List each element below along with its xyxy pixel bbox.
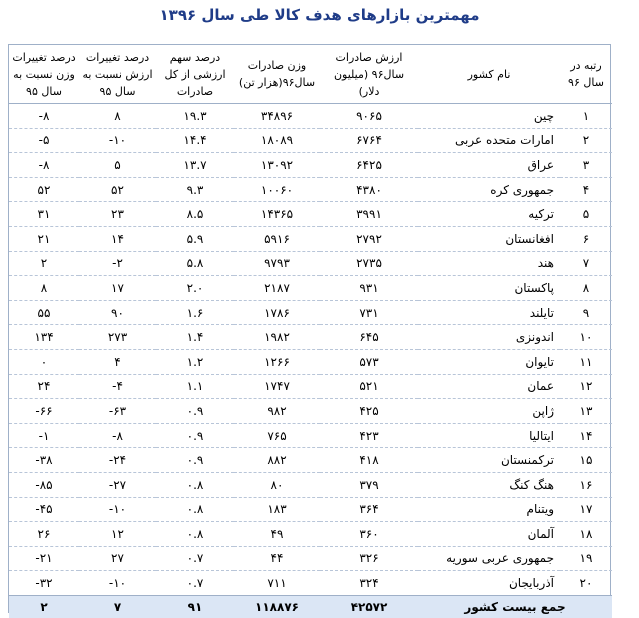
value-change-cell: -۱۰ — [79, 571, 156, 596]
value-change-cell: ۱۷ — [79, 276, 156, 301]
rank-cell: ۶ — [560, 226, 612, 251]
table-row — [9, 276, 612, 301]
total-share: ۹۱ — [156, 595, 234, 618]
rank-cell: ۱۹ — [560, 546, 612, 571]
weight-change-cell: ۲۶ — [9, 522, 79, 547]
value-share-cell: ۰.۸ — [156, 472, 234, 497]
value-change-cell: ۴ — [79, 349, 156, 374]
table-row — [9, 497, 612, 522]
weight-change-cell: ۵۵ — [9, 300, 79, 325]
total-row — [9, 595, 612, 618]
export-weight-cell: ۱۴۳۶۵ — [234, 202, 320, 227]
rank-cell: ۹ — [560, 300, 612, 325]
table-row — [9, 153, 612, 178]
export-value-cell: ۳۹۹۱ — [320, 202, 418, 227]
value-share-cell: ۱.۱ — [156, 374, 234, 399]
country-cell: عراق — [418, 153, 560, 178]
value-share-cell: ۹.۳ — [156, 177, 234, 202]
country-cell: هنگ کنگ — [418, 472, 560, 497]
country-cell: جمهوری کره — [418, 177, 560, 202]
export-markets-table — [9, 45, 612, 618]
rank-cell: ۱۶ — [560, 472, 612, 497]
table-row — [9, 104, 612, 129]
weight-change-cell: -۳۸ — [9, 448, 79, 473]
value-share-cell: ۱.۲ — [156, 349, 234, 374]
export-weight-cell: ۳۴۸۹۶ — [234, 104, 320, 129]
export-weight-cell: ۱۰۰۶۰ — [234, 177, 320, 202]
table-row — [9, 202, 612, 227]
total-weight: ۱۱۸۸۷۶ — [234, 595, 320, 618]
value-share-cell: ۲.۰ — [156, 276, 234, 301]
export-weight-cell: ۴۹ — [234, 522, 320, 547]
value-share-cell: ۵.۸ — [156, 251, 234, 276]
value-change-cell: -۱۰ — [79, 497, 156, 522]
export-weight-cell: ۱۹۸۲ — [234, 325, 320, 350]
table-row — [9, 571, 612, 596]
table-row — [9, 349, 612, 374]
table-row — [9, 177, 612, 202]
export-value-cell: ۳۲۶ — [320, 546, 418, 571]
value-share-cell: ۱۹.۳ — [156, 104, 234, 129]
export-value-cell: ۶۷۶۴ — [320, 128, 418, 153]
total-weight-change: ۲ — [9, 595, 79, 618]
country-cell: آذربایجان — [418, 571, 560, 596]
header-export-weight: وزن صادرات سال۹۶(هزار تن) — [234, 45, 320, 104]
export-value-cell: ۴۲۳ — [320, 423, 418, 448]
rank-cell: ۲۰ — [560, 571, 612, 596]
country-cell: ویتنام — [418, 497, 560, 522]
value-change-cell: ۵ — [79, 153, 156, 178]
rank-cell: ۱۵ — [560, 448, 612, 473]
value-share-cell: ۰.۷ — [156, 571, 234, 596]
weight-change-cell: ۱۳۴ — [9, 325, 79, 350]
value-change-cell: -۲۴ — [79, 448, 156, 473]
export-value-cell: ۵۲۱ — [320, 374, 418, 399]
country-cell: چین — [418, 104, 560, 129]
weight-change-cell: ۳۱ — [9, 202, 79, 227]
export-value-cell: ۲۷۳۵ — [320, 251, 418, 276]
country-cell: هند — [418, 251, 560, 276]
value-share-cell: ۱.۶ — [156, 300, 234, 325]
weight-change-cell: -۴۵ — [9, 497, 79, 522]
rank-cell: ۲ — [560, 128, 612, 153]
value-share-cell: ۸.۵ — [156, 202, 234, 227]
weight-change-cell: -۸ — [9, 104, 79, 129]
export-value-cell: ۹۰۶۵ — [320, 104, 418, 129]
export-weight-cell: ۱۲۶۶ — [234, 349, 320, 374]
weight-change-cell: -۱ — [9, 423, 79, 448]
value-share-cell: ۰.۹ — [156, 399, 234, 424]
export-value-cell: ۹۳۱ — [320, 276, 418, 301]
table-row — [9, 325, 612, 350]
rank-cell: ۱۳ — [560, 399, 612, 424]
value-share-cell: ۱۴.۴ — [156, 128, 234, 153]
value-change-cell: ۵۲ — [79, 177, 156, 202]
value-change-cell: -۲ — [79, 251, 156, 276]
table-row — [9, 251, 612, 276]
rank-cell: ۱ — [560, 104, 612, 129]
country-cell: آلمان — [418, 522, 560, 547]
weight-change-cell: -۸ — [9, 153, 79, 178]
weight-change-cell: ۰ — [9, 349, 79, 374]
country-cell: ترکیه — [418, 202, 560, 227]
rank-cell: ۷ — [560, 251, 612, 276]
country-cell: جمهوری عربی سوریه — [418, 546, 560, 571]
country-cell: افغانستان — [418, 226, 560, 251]
value-share-cell: ۵.۹ — [156, 226, 234, 251]
country-cell: تایلند — [418, 300, 560, 325]
export-weight-cell: ۱۷۸۶ — [234, 300, 320, 325]
export-weight-cell: ۱۳۰۹۲ — [234, 153, 320, 178]
value-change-cell: ۲۷ — [79, 546, 156, 571]
country-cell: ترکمنستان — [418, 448, 560, 473]
header-weight-change: درصد تغییرات وزن نسبت به سال ۹۵ — [9, 45, 79, 104]
export-value-cell: ۴۳۸۰ — [320, 177, 418, 202]
rank-cell: ۱۲ — [560, 374, 612, 399]
total-value-change: ۷ — [79, 595, 156, 618]
export-value-cell: ۵۷۳ — [320, 349, 418, 374]
page-title: مهمترین بازارهای هدف کالا طی سال ۱۳۹۶ — [159, 6, 480, 24]
weight-change-cell: ۵۲ — [9, 177, 79, 202]
value-share-cell: ۱.۴ — [156, 325, 234, 350]
country-cell: امارات متحده عربی — [418, 128, 560, 153]
weight-change-cell: -۶۶ — [9, 399, 79, 424]
table-row — [9, 300, 612, 325]
weight-change-cell: -۲۱ — [9, 546, 79, 571]
header-value-share: درصد سهم ارزشی از کل صادرات — [156, 45, 234, 104]
weight-change-cell: -۳۲ — [9, 571, 79, 596]
country-cell: تایوان — [418, 349, 560, 374]
value-change-cell: -۸ — [79, 423, 156, 448]
country-cell: ایتالیا — [418, 423, 560, 448]
total-value: ۴۲۵۷۲ — [320, 595, 418, 618]
value-share-cell: ۰.۹ — [156, 423, 234, 448]
rank-cell: ۱۱ — [560, 349, 612, 374]
rank-cell: ۱۸ — [560, 522, 612, 547]
country-cell: اندونزی — [418, 325, 560, 350]
header-rank: رتبه در سال ۹۶ — [560, 45, 612, 104]
country-cell: ژاپن — [418, 399, 560, 424]
value-change-cell: ۹۰ — [79, 300, 156, 325]
export-weight-cell: ۱۸۰۸۹ — [234, 128, 320, 153]
value-share-cell: ۰.۹ — [156, 448, 234, 473]
export-value-cell: ۶۴۲۵ — [320, 153, 418, 178]
export-weight-cell: ۷۶۵ — [234, 423, 320, 448]
weight-change-cell: ۸ — [9, 276, 79, 301]
rank-cell: ۵ — [560, 202, 612, 227]
weight-change-cell: -۸۵ — [9, 472, 79, 497]
value-change-cell: ۱۲ — [79, 522, 156, 547]
value-share-cell: ۰.۷ — [156, 546, 234, 571]
export-weight-cell: ۵۹۱۶ — [234, 226, 320, 251]
export-weight-cell: ۴۴ — [234, 546, 320, 571]
value-change-cell: -۴ — [79, 374, 156, 399]
weight-change-cell: ۲۴ — [9, 374, 79, 399]
table-row — [9, 522, 612, 547]
export-weight-cell: ۲۱۸۷ — [234, 276, 320, 301]
rank-cell: ۳ — [560, 153, 612, 178]
export-weight-cell: ۹۸۲ — [234, 399, 320, 424]
export-value-cell: ۴۱۸ — [320, 448, 418, 473]
weight-change-cell: ۲ — [9, 251, 79, 276]
export-value-cell: ۳۶۰ — [320, 522, 418, 547]
export-value-cell: ۳۷۹ — [320, 472, 418, 497]
header-export-value: ارزش صادرات سال۹۶ (میلیون دلار) — [320, 45, 418, 104]
export-value-cell: ۲۷۹۲ — [320, 226, 418, 251]
export-weight-cell: ۸۰ — [234, 472, 320, 497]
country-cell: عمان — [418, 374, 560, 399]
export-table-frame — [8, 44, 611, 613]
table-row — [9, 448, 612, 473]
rank-cell: ۴ — [560, 177, 612, 202]
value-change-cell: ۸ — [79, 104, 156, 129]
table-header-row — [9, 45, 612, 104]
rank-cell: ۱۰ — [560, 325, 612, 350]
value-change-cell: ۲۷۳ — [79, 325, 156, 350]
value-share-cell: ۰.۸ — [156, 497, 234, 522]
export-value-cell: ۳۶۴ — [320, 497, 418, 522]
value-share-cell: ۰.۸ — [156, 522, 234, 547]
header-country: نام کشور — [418, 45, 560, 104]
table-row — [9, 226, 612, 251]
weight-change-cell: -۵ — [9, 128, 79, 153]
table-row — [9, 423, 612, 448]
export-value-cell: ۴۲۵ — [320, 399, 418, 424]
weight-change-cell: ۲۱ — [9, 226, 79, 251]
value-share-cell: ۱۳.۷ — [156, 153, 234, 178]
export-value-cell: ۶۴۵ — [320, 325, 418, 350]
value-change-cell: -۲۷ — [79, 472, 156, 497]
rank-cell: ۸ — [560, 276, 612, 301]
table-row — [9, 399, 612, 424]
export-weight-cell: ۹۷۹۳ — [234, 251, 320, 276]
table-row — [9, 546, 612, 571]
export-weight-cell: ۱۸۳ — [234, 497, 320, 522]
rank-cell: ۱۴ — [560, 423, 612, 448]
table-row — [9, 472, 612, 497]
value-change-cell: -۶۳ — [79, 399, 156, 424]
table-row — [9, 128, 612, 153]
export-value-cell: ۷۳۱ — [320, 300, 418, 325]
export-weight-cell: ۷۱۱ — [234, 571, 320, 596]
total-label: جمع بیست کشور — [418, 595, 612, 618]
export-weight-cell: ۸۸۲ — [234, 448, 320, 473]
country-cell: پاکستان — [418, 276, 560, 301]
export-weight-cell: ۱۷۴۷ — [234, 374, 320, 399]
value-change-cell: -۱۰ — [79, 128, 156, 153]
header-value-change: درصد تغییرات ارزش نسبت به سال ۹۵ — [79, 45, 156, 104]
value-change-cell: ۲۳ — [79, 202, 156, 227]
export-value-cell: ۳۲۴ — [320, 571, 418, 596]
rank-cell: ۱۷ — [560, 497, 612, 522]
value-change-cell: ۱۴ — [79, 226, 156, 251]
table-row — [9, 374, 612, 399]
